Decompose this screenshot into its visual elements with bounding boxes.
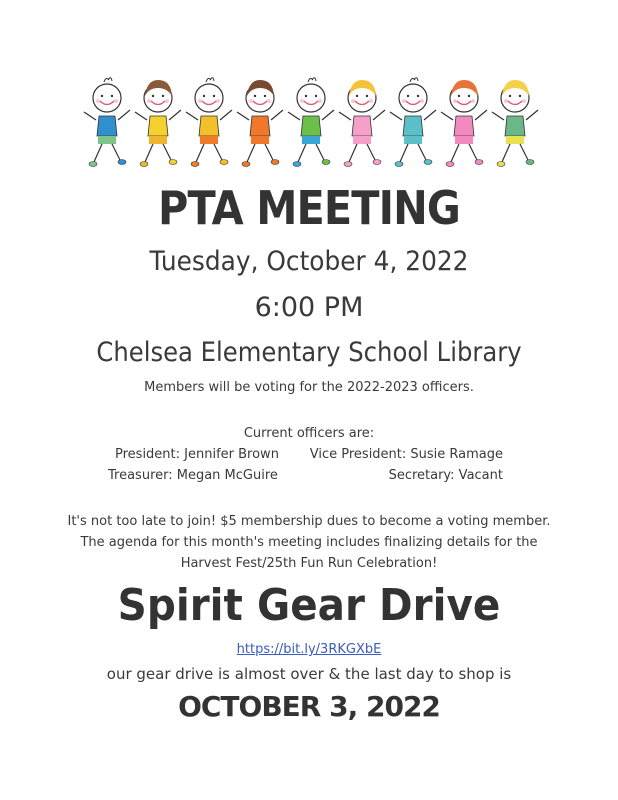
spirit-gear-note: our gear drive is almost over & the last day to shop is — [106, 665, 512, 683]
info-line-2: The agenda for this month's meeting includes finalizing details for the — [80, 535, 538, 550]
spirit-gear-heading: Spirit Gear Drive — [117, 580, 501, 631]
kid-figure — [133, 74, 183, 170]
spirit-gear-end-date: OCTOBER 3, 2022 — [178, 690, 440, 723]
kid-figure — [286, 74, 336, 170]
info-paragraph — [0, 511, 618, 574]
kid-figure — [235, 74, 285, 170]
spirit-gear-link[interactable]: https://bit.ly/3RKGXbE — [236, 642, 382, 657]
voting-note: Members will be voting for the 2022-2023 officers. — [144, 380, 474, 395]
meeting-time: 6:00 PM — [254, 292, 364, 323]
flyer-title: PTA MEETING — [158, 181, 460, 235]
info-line-1: It's not too late to join! $5 membership dues to become a voting member. — [67, 514, 551, 529]
meeting-date: Tuesday, October 4, 2022 — [149, 246, 469, 277]
kid-figure — [82, 74, 132, 170]
officers-label: Current officers are: — [243, 426, 375, 441]
kid-figure — [490, 74, 540, 170]
kids-illustration — [82, 74, 538, 170]
kid-figure — [439, 74, 489, 170]
info-line-3: Harvest Fest/25th Fun Run Celebration! — [180, 556, 438, 571]
meeting-location: Chelsea Elementary School Library — [96, 337, 522, 368]
kid-figure — [388, 74, 438, 170]
officer-secretary: Secretary: Vacant — [388, 468, 503, 483]
officer-president: President: Jennifer Brown — [115, 447, 279, 462]
spirit-gear-link-row — [0, 641, 618, 659]
kid-figure — [184, 74, 234, 170]
kid-figure — [337, 74, 387, 170]
officer-vice-president: Vice President: Susie Ramage — [309, 447, 503, 462]
officer-treasurer: Treasurer: Megan McGuire — [108, 468, 278, 483]
